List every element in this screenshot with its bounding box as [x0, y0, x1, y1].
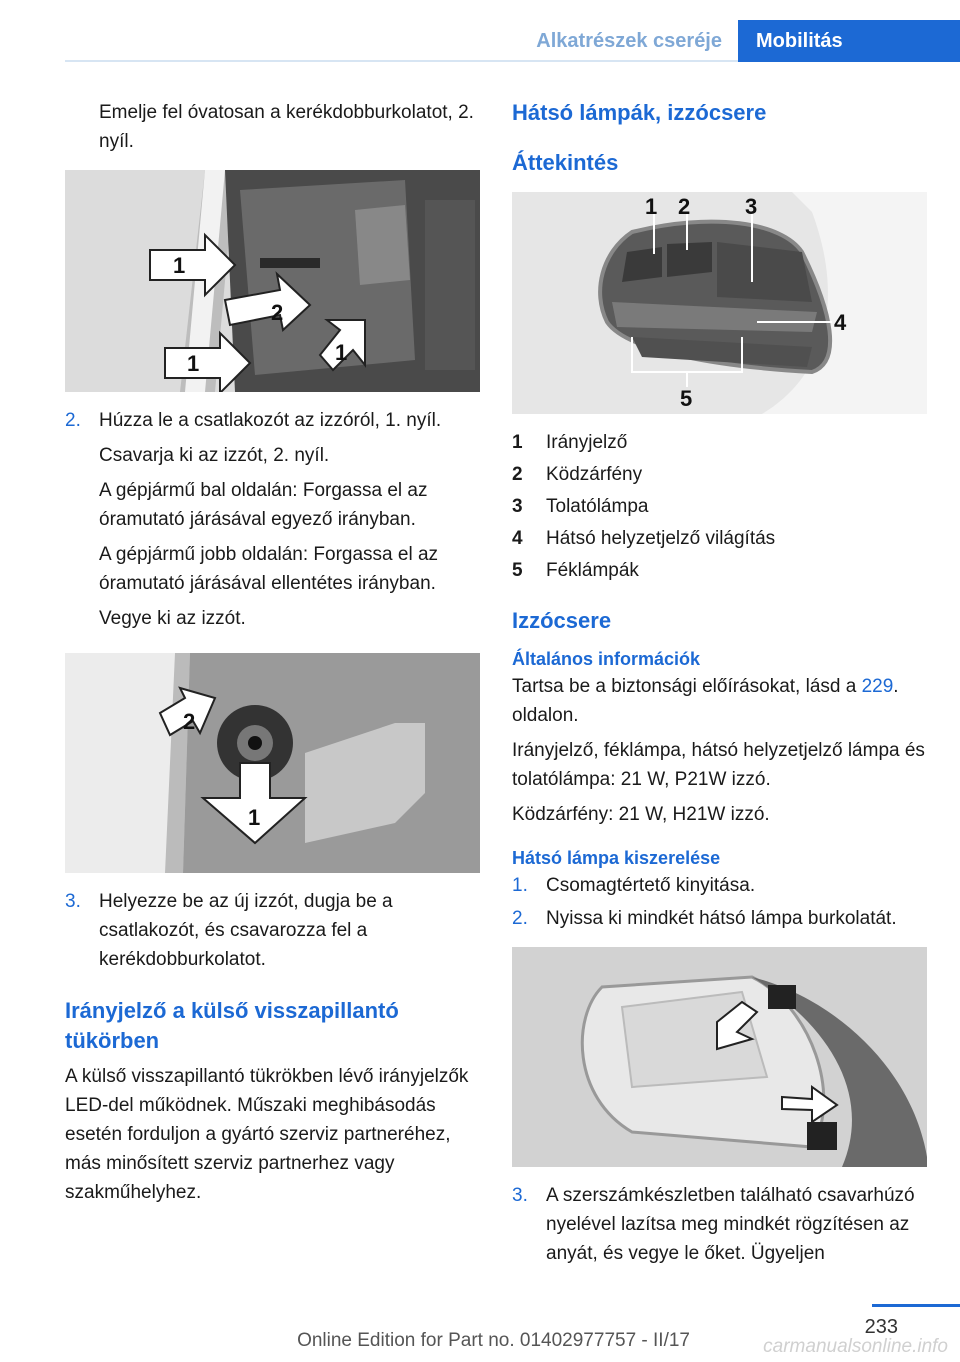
fig3-label-1: 1	[645, 194, 658, 219]
mirror-indicator-heading: Irányjelző a külső visszapillantó tükörben	[65, 998, 399, 1053]
removal-step-3-text: A szerszámkészletben található csavarhúzó nyelével lazítsa meg mindkét rögzítésen az anyát, és vegye le őket. Ügyeljen	[546, 1185, 915, 1264]
fig3-label-2: 2	[678, 194, 691, 219]
section-title: Hátsó lámpák, izzócsere	[512, 100, 767, 125]
step-2-line-5: Vegye ki az izzót.	[99, 608, 246, 629]
legend-list	[512, 426, 927, 586]
figure-trunk-cover	[512, 947, 927, 1167]
header-section-tab[interactable]: Alkatrészek cseréje	[536, 29, 722, 52]
removal-heading: Hátsó lámpa kiszerelése	[512, 848, 721, 868]
fig1-label-2: 2	[271, 300, 284, 325]
bulb-replacement-heading: Izzócsere	[512, 608, 612, 633]
figure-tail-light-overview	[512, 192, 927, 414]
right-column	[512, 98, 927, 1272]
bulb-spec-text: Irányjelző, féklámpa, hátsó helyzetjelző lámpa és tolatólámpa: 21 W, P21W izzó.	[512, 740, 925, 790]
fig2-label-2: 2	[183, 709, 196, 734]
legend-item: 5 Féklámpák	[512, 559, 639, 581]
fig1-label-1c: 1	[335, 340, 348, 365]
general-info-heading: Általános információk	[512, 649, 701, 669]
fig3-label-4: 4	[834, 310, 847, 335]
safety-reference-text: Tartsa be a biztonsági előírásokat, lásd a 229. oldalon.	[512, 676, 899, 726]
mirror-indicator-text: A külső visszapillantó tükrökben lévő irányjelzők LED-del működnek. Műszaki meghibásodás esetén forduljon a gyártó szerviz partneréhez, más minősített szerviz partnerhez vagy szakműhelyhez.	[65, 1066, 469, 1203]
figure-wheel-arch	[65, 170, 480, 392]
step-3	[65, 887, 480, 974]
removal-step-1: 1. Csomagtértető kinyitása.	[512, 875, 756, 896]
legend-item: 2 Ködzárfény	[512, 463, 643, 485]
edition-text: Online Edition for Part no. 01402977757 - II/17	[297, 1330, 690, 1351]
figure-bulb-socket	[65, 653, 480, 873]
removal-step-2: 2. Nyissa ki mindkét hátsó lámpa burkolatát.	[512, 908, 897, 929]
page-number: 233	[864, 1316, 898, 1338]
footer-rule	[872, 1304, 960, 1307]
step-2-number: 2.	[65, 410, 81, 431]
watermark: carmanualsonline.info	[763, 1336, 948, 1357]
step-3-text: Helyezze be az új izzót, dugja be a csatlakozót, és csavarozza fel a kerékdobburkolatot.	[99, 891, 393, 970]
step-2-line-1: Húzza le a csatlakozót az izzóról, 1. nyíl.	[99, 410, 442, 431]
page-link-229[interactable]: 229	[861, 676, 894, 697]
step-3-number: 3.	[65, 891, 81, 912]
step-2	[65, 406, 480, 633]
fog-bulb-spec-text: Ködzárfény: 21 W, H21W izzó.	[512, 804, 770, 825]
fig1-label-1a: 1	[173, 253, 186, 278]
step-2-line-3: A gépjármű bal oldalán: Forgassa el az óramutató járásával egyező irányban.	[99, 480, 428, 530]
fig2-label-1: 1	[248, 805, 261, 830]
fig3-label-5: 5	[680, 386, 693, 411]
intro-text: Emelje fel óvatosan a kerékdobburkolatot, 2. nyíl.	[99, 102, 474, 152]
overview-heading: Áttekintés	[512, 150, 619, 175]
left-column	[65, 98, 480, 1213]
removal-step-3: 3. A szerszámkészletben található csavarhúzó nyelével lazítsa meg mindkét rögzítésen az anyát, és vegye le őket. Ügyeljen	[512, 1181, 927, 1268]
legend-item: 4 Hátsó helyzetjelző világítás	[512, 527, 776, 549]
header-chapter-tab[interactable]: Mobilitás	[738, 20, 960, 62]
step-2-line-2: Csavarja ki az izzót, 2. nyíl.	[99, 445, 330, 466]
step-2-line-4: A gépjármű jobb oldalán: Forgassa el az óramutató járásával ellentétes irányban.	[99, 544, 439, 594]
fig1-label-1b: 1	[187, 351, 200, 376]
legend-item: 1 Irányjelző	[512, 431, 628, 453]
legend-item: 3 Tolatólámpa	[512, 495, 649, 517]
fig3-label-3: 3	[745, 194, 758, 219]
